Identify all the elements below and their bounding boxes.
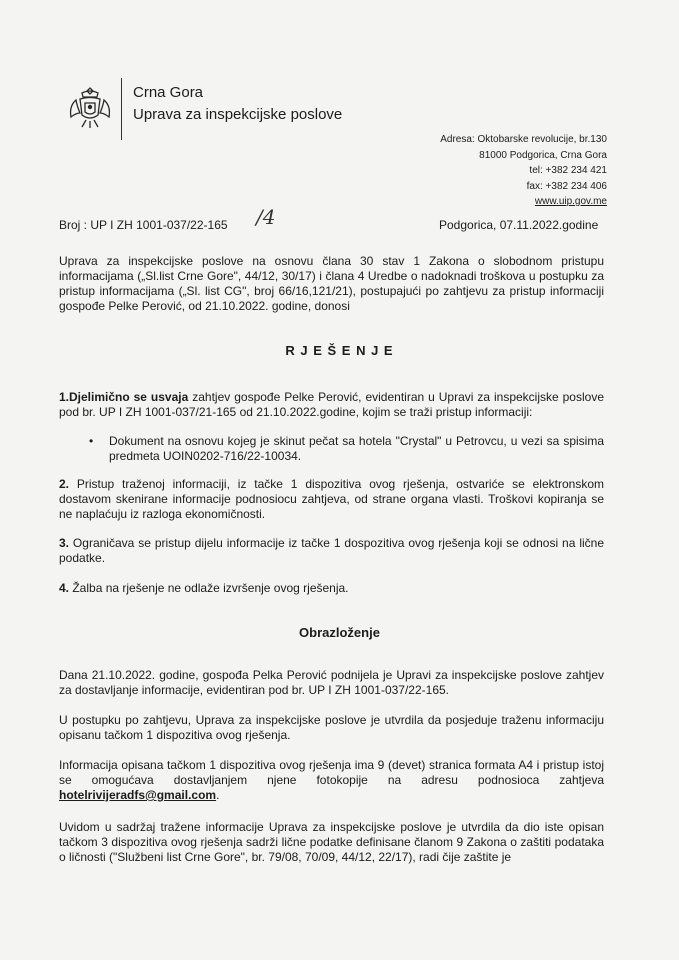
item-1-lead: 1.Djelimično se usvaja (59, 390, 189, 404)
coat-of-arms-logo (66, 84, 114, 132)
item-2 (59, 477, 604, 522)
reasoning-title: Obrazloženje (299, 625, 380, 640)
bullet-marker: • (89, 434, 94, 448)
country-name: Crna Gora (133, 84, 204, 101)
address-line: 81000 Podgorica, Crna Gora (479, 149, 607, 161)
item-2-number: 2. (59, 477, 70, 491)
reasoning-paragraph-4: Uvidom u sadržaj tražene informacije Uprava za inspekcijske poslove je utvrdila da dio iste opisan tačkom 3 dispozitiva ovog rješenja sadrži lične podatke definisane članom 9 Zakona o zaštiti podataka o ličnosti ("Službeni list Crne Gore", br. 79/08, 70/09, 44/12, 22/17), radi čije zaštite je (59, 820, 604, 864)
intro-paragraph: Uprava za inspekcijske poslove na osnovu člana 30 stav 1 Zakona o slobodnom pristupu informacijama („Sl.list Crne Gore", 44/12, 30/17) i člana 4 Uredbe o nadoknadi troškova u postupku za pristup informacijama („Sl. list CG", broj 66/16,121/21), postupajući po zahtjevu za pristup informaciji gospođe Pelke Perović, od 21.10.2022. godine, donosi (59, 254, 604, 313)
item-4-number: 4. (59, 581, 70, 595)
reasoning-paragraph-1: Dana 21.10.2022. godine, gospođa Pelka Perović podnijela je Upravi za inspekcijske poslove zahtjev za dostavljanje informacije, evidentiran pod br. UP I ZH 1001-037/22-165. (59, 668, 604, 697)
email-tail: . (216, 788, 220, 802)
website-link[interactable]: www.uip.gov.me (534, 196, 607, 207)
address-block (380, 132, 607, 210)
item-4 (59, 581, 604, 596)
item-3-text: Ograničava se pristup dijelu informacije iz tačke 1 dospozitiva ovog rješenja koji se odnosi na lične podatke. (59, 536, 604, 565)
fax-line: fax: +382 234 406 (526, 180, 607, 192)
header-divider (121, 78, 122, 140)
handwritten-mark: /4 (256, 205, 276, 229)
reasoning-paragraph-3 (59, 758, 604, 803)
place-date: Podgorica, 07.11.2022.godine (439, 218, 599, 232)
item-2-text: Pristup traženoj informaciji, iz tačke 1 dispozitiva ovog rješenja, ostvariće se elektronskom dostavom skenirane informacije podnosiocu zahtjeva, od strane organa vlasti. Troškovi kopiranja se ne naplaćuju iz razloga ekonomičnosti. (59, 477, 604, 521)
phone-line: tel: +382 234 421 (529, 165, 607, 176)
reasoning-paragraph-2: U postupku po zahtjevu, Uprava za inspekcijske poslove je utvrdila da posjeduje traženu informaciju opisanu tačkom 1 dispozitiva ovog rješenja. (59, 713, 604, 742)
address-line: Adresa: Oktobarske revolucije, br.130 (440, 134, 607, 145)
document-number: Broj : UP I ZH 1001-037/22-165 (59, 218, 228, 232)
decision-title: R J E Š E N J E (285, 343, 394, 358)
item-3-number: 3. (59, 536, 70, 550)
item-1-text: zahtjev gospođe Pelke Perović, evidentiran u Upravi za inspekcijske poslove pod br. UP I ZH 1001-037/21-165 od 21.10.2022.godine, kojim se traži pristup informaciji: (59, 390, 604, 419)
item-1 (59, 390, 604, 420)
item-4-text: Žalba na rješenje ne odlaže izvršenje ovog rješenja. (69, 581, 349, 595)
bullet-item: Dokument na osnovu kojeg je skinut pečat sa hotela "Crystal" u Petrovcu, u vezi sa spisima predmeta UOIN0202-716/22-10034. (109, 434, 604, 463)
reasoning-paragraph-3-text: Informacija opisana tačkom 1 dispozitiva ovog rješenja ima 9 (devet) stranica formata A4 i pristup istoj se omogućava dostavljanjem njene fotokopije na adresu podnosioca zahtjeva (59, 758, 604, 787)
item-3 (59, 536, 604, 566)
email-link[interactable]: hotelrivijeradfs@gmail.com (59, 788, 217, 802)
institution-name: Uprava za inspekcijske poslove (133, 106, 343, 123)
